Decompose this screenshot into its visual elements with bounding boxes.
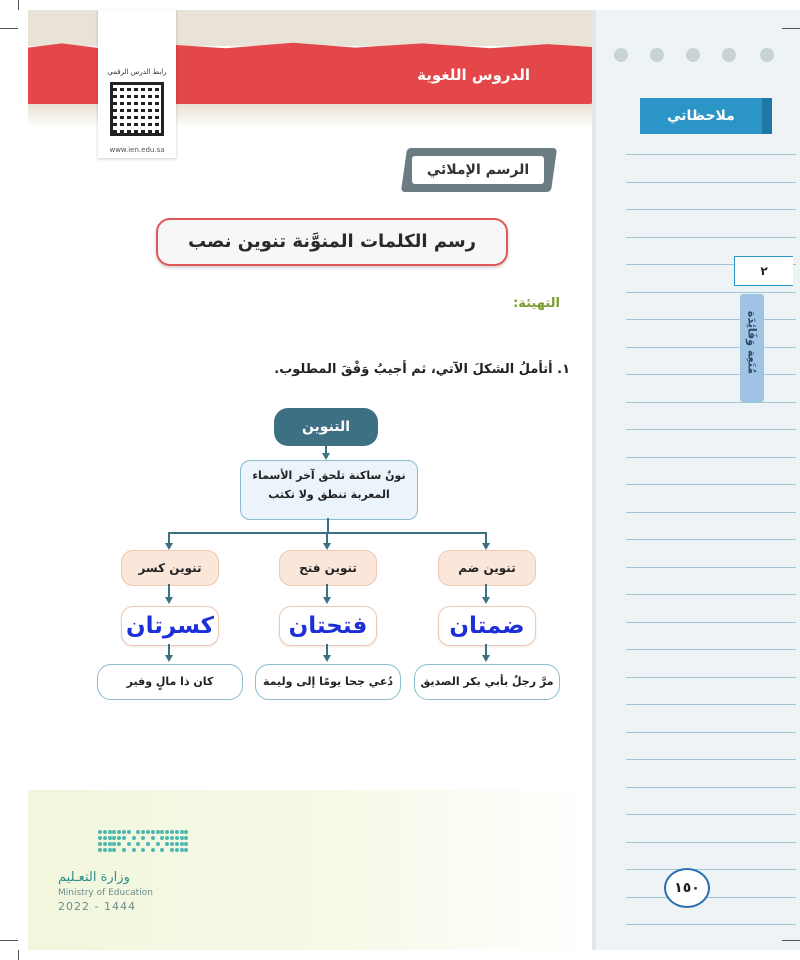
logo-dot bbox=[141, 848, 145, 852]
crop-mark bbox=[0, 28, 18, 29]
arrow-down-icon bbox=[165, 543, 173, 550]
ministry-name-ar: وزارة التعـليم bbox=[58, 870, 130, 885]
logo-dot bbox=[160, 848, 164, 852]
crop-mark bbox=[0, 940, 18, 941]
diagram-root-node: التنوين bbox=[274, 408, 378, 446]
logo-dot bbox=[108, 842, 112, 846]
ruled-line bbox=[626, 869, 796, 870]
word-fathatan: فتحتان bbox=[279, 606, 377, 646]
connector-line bbox=[168, 584, 170, 598]
logo-dot bbox=[165, 842, 169, 846]
logo-dot bbox=[98, 836, 102, 840]
logo-dot bbox=[175, 842, 179, 846]
crop-mark bbox=[18, 950, 19, 960]
ruled-line bbox=[626, 924, 796, 925]
word-dammatan: ضمتان bbox=[438, 606, 536, 646]
logo-dot bbox=[151, 830, 155, 834]
ruled-line bbox=[626, 512, 796, 513]
logo-dot bbox=[103, 842, 107, 846]
definition-box bbox=[240, 460, 418, 520]
logo-dot bbox=[132, 848, 136, 852]
crop-mark bbox=[782, 28, 800, 29]
logo-dot bbox=[175, 830, 179, 834]
logo-dot bbox=[151, 836, 155, 840]
ruled-line bbox=[626, 484, 796, 485]
ruled-line bbox=[626, 649, 796, 650]
notes-tab: ملاحظاتي bbox=[640, 98, 772, 134]
logo-dot bbox=[112, 830, 116, 834]
arrow-down-icon bbox=[165, 597, 173, 604]
ruled-line bbox=[626, 402, 796, 403]
section-label: الرسم الإملائي bbox=[412, 156, 544, 184]
logo-dot bbox=[141, 836, 145, 840]
logo-dot bbox=[127, 830, 131, 834]
ruled-line bbox=[626, 759, 796, 760]
crop-mark bbox=[782, 940, 800, 941]
arrow-down-icon bbox=[323, 655, 331, 662]
logo-dot bbox=[151, 848, 155, 852]
ruled-line bbox=[626, 539, 796, 540]
ruled-line bbox=[626, 154, 796, 155]
logo-dot bbox=[184, 842, 188, 846]
logo-dot bbox=[180, 848, 184, 852]
ruled-line bbox=[626, 209, 796, 210]
logo-dot bbox=[98, 842, 102, 846]
qr-url[interactable]: www.ien.edu.sa bbox=[109, 146, 165, 154]
logo-dot bbox=[112, 848, 116, 852]
connector-line bbox=[326, 584, 328, 598]
logo-dot bbox=[136, 830, 140, 834]
binder-hole-icon bbox=[760, 48, 774, 62]
definition-line: المعربة تنطق ولا تكتب bbox=[268, 488, 390, 501]
unit-title: مُتَعِة وَفَائِدَة bbox=[745, 310, 759, 375]
ruled-line bbox=[626, 567, 796, 568]
connector-line bbox=[485, 584, 487, 598]
type-kasra: تنوين كسر bbox=[121, 550, 219, 586]
arrow-down-icon bbox=[322, 453, 330, 460]
arrow-down-icon bbox=[482, 543, 490, 550]
binder-hole-icon bbox=[722, 48, 736, 62]
connector-line bbox=[327, 518, 329, 532]
question-text: ١. أتأملُ الشكلَ الآتي، ثم أجيبُ وَفْقَ المطلوب. bbox=[274, 362, 570, 377]
logo-dot bbox=[175, 848, 179, 852]
logo-dot bbox=[112, 842, 116, 846]
page-spine bbox=[592, 10, 596, 950]
binder-hole-icon bbox=[614, 48, 628, 62]
logo-dot bbox=[170, 842, 174, 846]
lesson-title: رسم الكلمات المنوَّنة تنوين نصب bbox=[156, 218, 508, 266]
logo-dot bbox=[108, 836, 112, 840]
definition-line: نونٌ ساكنة تلحق آخر الأسماء bbox=[252, 469, 406, 482]
ruled-line bbox=[626, 897, 796, 898]
logo-dot bbox=[180, 836, 184, 840]
ruled-line bbox=[626, 429, 796, 430]
qr-code-icon[interactable] bbox=[110, 82, 164, 136]
logo-dot bbox=[103, 836, 107, 840]
logo-dot bbox=[170, 830, 174, 834]
logo-dot bbox=[98, 848, 102, 852]
logo-dot bbox=[117, 836, 121, 840]
logo-dot bbox=[122, 836, 126, 840]
qr-label: رابط الدرس الرقمي bbox=[107, 68, 167, 76]
logo-dot bbox=[165, 836, 169, 840]
word-kasratan: كسرتان bbox=[121, 606, 219, 646]
arrow-down-icon bbox=[323, 597, 331, 604]
ministry-logo-icon bbox=[98, 830, 188, 858]
ruled-line bbox=[626, 622, 796, 623]
ruled-line bbox=[626, 182, 796, 183]
ruled-line bbox=[626, 594, 796, 595]
binder-hole-icon bbox=[686, 48, 700, 62]
ruled-line bbox=[626, 814, 796, 815]
logo-dot bbox=[98, 830, 102, 834]
qr-card[interactable] bbox=[98, 10, 176, 158]
binder-holes bbox=[614, 48, 784, 66]
ruled-line bbox=[626, 237, 796, 238]
logo-dot bbox=[117, 842, 121, 846]
logo-dot bbox=[136, 842, 140, 846]
example-fatha: دُعي جحا يومًا إلى وليمة bbox=[255, 664, 401, 700]
ruled-line bbox=[626, 787, 796, 788]
logo-dot bbox=[160, 836, 164, 840]
logo-dot bbox=[108, 848, 112, 852]
logo-dot bbox=[180, 830, 184, 834]
unit-number: ٢ bbox=[734, 256, 793, 286]
logo-dot bbox=[103, 848, 107, 852]
ministry-name-en: Ministry of Education bbox=[58, 888, 153, 898]
page-number: ١٥٠ bbox=[664, 868, 710, 908]
ruled-line bbox=[626, 347, 796, 348]
crop-mark bbox=[18, 0, 19, 10]
logo-dot bbox=[184, 848, 188, 852]
logo-dot bbox=[156, 830, 160, 834]
example-damma: مرَّ رجلٌ بأبي بكر الصديق bbox=[414, 664, 560, 700]
unit-strip bbox=[740, 294, 764, 402]
logo-dot bbox=[146, 842, 150, 846]
logo-dot bbox=[122, 848, 126, 852]
logo-dot bbox=[108, 830, 112, 834]
logo-dot bbox=[160, 830, 164, 834]
binder-hole-icon bbox=[650, 48, 664, 62]
logo-dot bbox=[170, 836, 174, 840]
logo-dot bbox=[175, 836, 179, 840]
logo-dot bbox=[132, 836, 136, 840]
logo-dot bbox=[170, 848, 174, 852]
logo-dot bbox=[184, 830, 188, 834]
logo-dot bbox=[112, 836, 116, 840]
logo-dot bbox=[122, 830, 126, 834]
ruled-line bbox=[626, 704, 796, 705]
ruled-line bbox=[626, 457, 796, 458]
logo-dot bbox=[103, 830, 107, 834]
logo-dot bbox=[146, 830, 150, 834]
ruled-line bbox=[626, 677, 796, 678]
example-kasra: كان ذا مالٍ وفير bbox=[97, 664, 243, 700]
ruled-line bbox=[626, 374, 796, 375]
logo-dot bbox=[127, 842, 131, 846]
ruled-line bbox=[626, 842, 796, 843]
arrow-down-icon bbox=[482, 597, 490, 604]
type-damma: تنوين ضم bbox=[438, 550, 536, 586]
ruled-line bbox=[626, 732, 796, 733]
edition-year: 2022 - 1444 bbox=[58, 900, 136, 913]
ruled-line bbox=[626, 292, 796, 293]
logo-dot bbox=[180, 842, 184, 846]
arrow-down-icon bbox=[165, 655, 173, 662]
type-fatha: تنوين فتح bbox=[279, 550, 377, 586]
logo-dot bbox=[165, 830, 169, 834]
notes-page bbox=[594, 10, 800, 950]
logo-dot bbox=[141, 830, 145, 834]
ruled-line bbox=[626, 319, 796, 320]
logo-dot bbox=[117, 830, 121, 834]
warmup-label: التهيئة: bbox=[513, 296, 560, 311]
logo-dot bbox=[184, 836, 188, 840]
arrow-down-icon bbox=[482, 655, 490, 662]
logo-dot bbox=[156, 842, 160, 846]
arrow-down-icon bbox=[323, 543, 331, 550]
banner-title: الدروس اللغوية bbox=[417, 66, 530, 84]
